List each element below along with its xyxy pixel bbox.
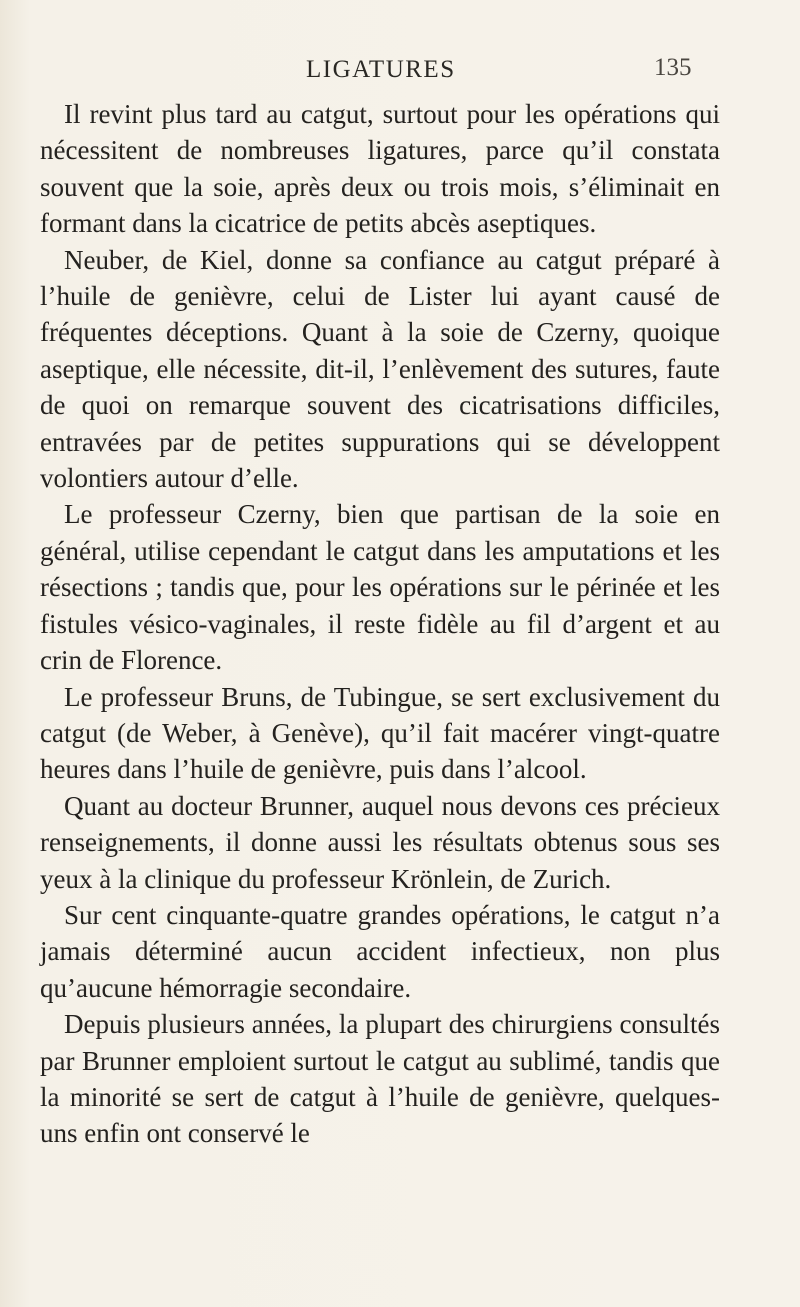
paragraph: Il revint plus tard au catgut, surtout pour les opérations qui nécessitent de nombreuses ligatures, parce qu’il constata souvent que la soie, après deux ou trois mois, s’éliminait en formant dans la cicatrice de petits abcès aseptiques. xyxy=(40,99,720,239)
page-number: 135 xyxy=(654,54,692,81)
body-text xyxy=(40,96,720,1152)
paragraph: Neuber, de Kiel, donne sa confiance au catgut préparé à l’huile de genièvre, celui de Lister lui ayant causé de fréquentes déceptions. Quant à la soie de Czerny, quoique aseptique, elle nécessite, dit-il, l’enlèvement des sutures, faute de quoi on remarque souvent des cicatrisations difficiles, entravées par de petites suppurations qui se développent volontiers autour d’elle. xyxy=(40,244,720,494)
paragraph: Le professeur Bruns, de Tubingue, se sert exclusivement du catgut (de Weber, à Genève), qu’il fait macérer vingt-quatre heures dans l’huile de genièvre, puis dans l’alcool. xyxy=(40,681,720,785)
page-header-title: LIGATURES xyxy=(306,56,456,83)
paragraph: Sur cent cinquante-quatre grandes opérations, le catgut n’a jamais déterminé aucun accident infectieux, non plus qu’aucune hémorragie secondaire. xyxy=(40,899,720,1003)
paragraph: Depuis plusieurs années, la plupart des chirurgiens consultés par Brunner emploient surtout le catgut au sublimé, tandis que la minorité se sert de catgut à l’huile de genièvre, quelques-uns enfin ont conservé le xyxy=(40,1009,720,1149)
paragraph: Quant au docteur Brunner, auquel nous devons ces précieux renseignements, il donne aussi les résultats obtenus sous ses yeux à la clinique du professeur Krönlein, de Zurich. xyxy=(40,790,720,894)
paragraph: Le professeur Czerny, bien que partisan de la soie en général, utilise cependant le catgut dans les amputations et les résections ; tandis que, pour les opérations sur le périnée et les fistules vésico-vaginales, il reste fidèle au fil d’argent et au crin de Florence. xyxy=(40,499,720,676)
running-head xyxy=(0,56,800,90)
